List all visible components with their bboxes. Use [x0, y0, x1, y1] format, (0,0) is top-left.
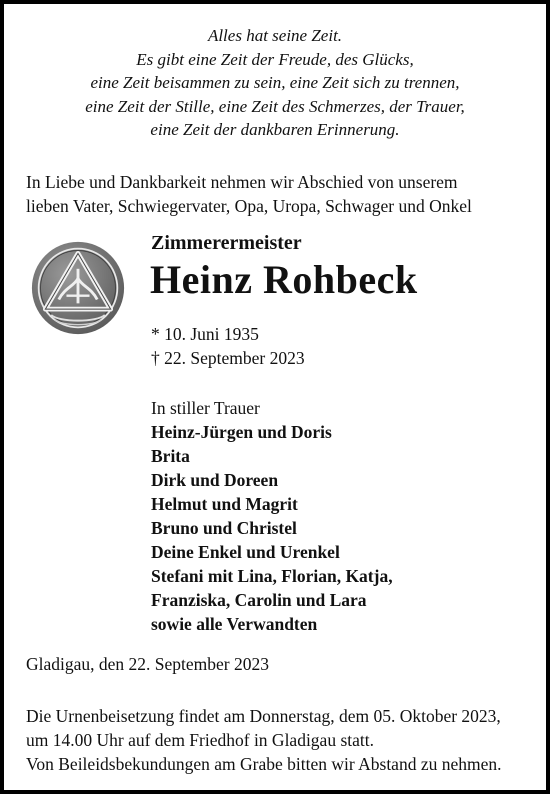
- mourner-name: Stefani mit Lina, Florian, Katja,: [151, 566, 393, 586]
- mourner-name: Heinz-Jürgen und Doris: [151, 422, 332, 442]
- mourning-lead: In stiller Trauer: [151, 398, 260, 418]
- mourner-names: [151, 420, 393, 636]
- profession-title: Zimmerermeister: [151, 232, 302, 254]
- place-and-date: Gladigau, den 22. September 2023: [26, 654, 270, 674]
- life-dates: [151, 322, 305, 370]
- poem-line: eine Zeit der Stille, eine Zeit des Schmerzes, der Trauer,: [85, 96, 465, 116]
- intro-line: In Liebe und Dankbarkeit nehmen wir Abschied von unserem: [26, 172, 458, 192]
- mourner-name: Brita: [151, 446, 190, 466]
- death-date: † 22. September 2023: [151, 348, 305, 368]
- mourner-name: Franziska, Carolin und Lara: [151, 590, 367, 610]
- poem-line: Es gibt eine Zeit der Freude, des Glücks,: [136, 49, 414, 69]
- intro-line: lieben Vater, Schwiegervater, Opa, Uropa, Schwager und Onkel: [26, 196, 472, 216]
- poem-line: Alles hat seine Zeit.: [207, 26, 343, 45]
- poem-line: eine Zeit beisammen zu sein, eine Zeit sich zu trennen,: [90, 73, 460, 92]
- mourners-block: [151, 396, 393, 636]
- poem-line: eine Zeit der dankbaren Erinnerung.: [150, 120, 400, 139]
- deceased-name: Heinz Rohbeck: [150, 257, 418, 302]
- funeral-info-line: um 14.00 Uhr auf dem Friedhof in Gladigau statt.: [26, 730, 374, 750]
- mourner-name: sowie alle Verwandten: [151, 614, 318, 634]
- mourner-name: Deine Enkel und Urenkel: [151, 542, 340, 562]
- funeral-info: [26, 704, 501, 776]
- carpenter-guild-emblem-icon: [30, 240, 126, 336]
- birth-date: * 10. Juni 1935: [151, 324, 259, 344]
- mourner-name: Dirk und Doreen: [151, 470, 279, 490]
- funeral-info-line: Von Beileidsbekundungen am Grabe bitten wir Abstand zu nehmen.: [26, 754, 502, 774]
- intro-text: [26, 170, 526, 218]
- funeral-info-line: Die Urnenbeisetzung findet am Donnerstag, dem 05. Oktober 2023,: [26, 706, 501, 726]
- poem: [4, 24, 546, 142]
- mourner-name: Helmut und Magrit: [151, 494, 298, 514]
- mourner-name: Bruno und Christel: [151, 518, 297, 538]
